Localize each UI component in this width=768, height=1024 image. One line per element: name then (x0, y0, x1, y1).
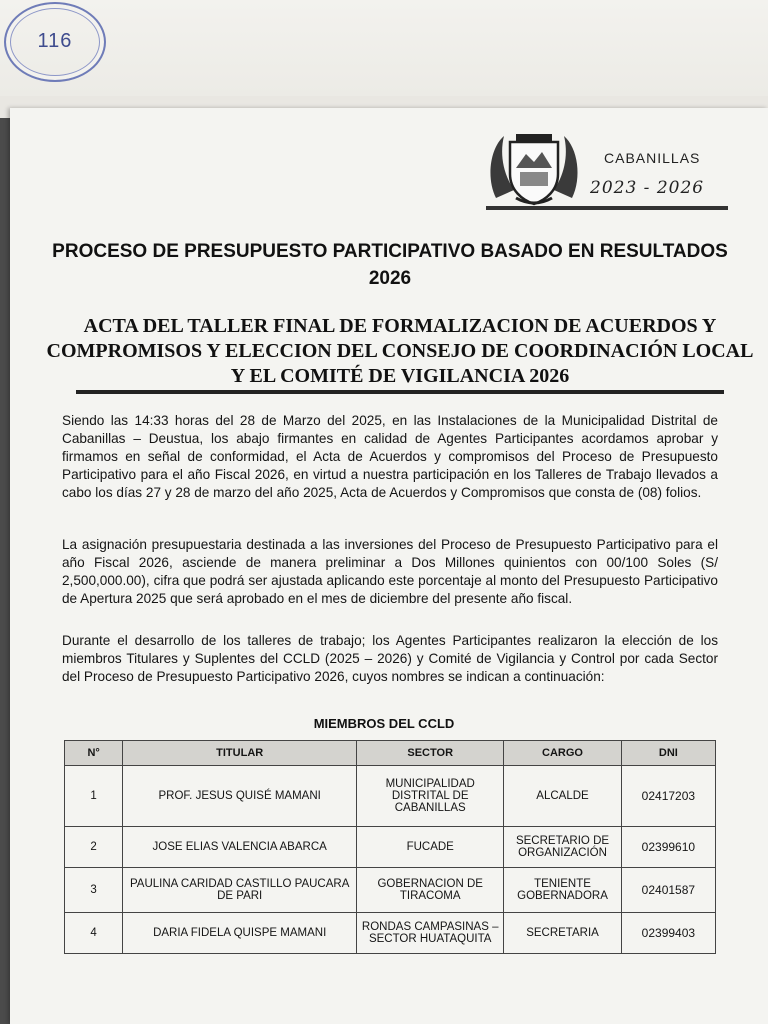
titular-name: DARIA FIDELA QUISPE MAMANI (123, 913, 357, 954)
sector-name: RONDAS CAMPASINAS – SECTOR HUATAQUITA (357, 913, 504, 954)
municipal-coat-of-arms-icon (486, 128, 582, 208)
folio-number: 116 (37, 30, 73, 52)
cargo-name: ALCALDE (504, 766, 621, 827)
header-number: N° (65, 741, 123, 766)
sector-name: GOBERNACION DE TIRACOMA (357, 868, 504, 913)
titular-name: PROF. JESUS QUISÉ MAMANI (123, 766, 357, 827)
titular-name: JOSE ELIAS VALENCIA ABARCA (123, 827, 357, 868)
administration-period: 2023 - 2026 (590, 178, 705, 198)
dni-value: 02417203 (621, 766, 715, 827)
row-number: 2 (65, 827, 123, 868)
institutional-stamp-icon (4, 2, 106, 82)
table-header-row (65, 741, 716, 766)
row-number: 1 (65, 766, 123, 827)
row-number: 3 (65, 868, 123, 913)
titular-name: PAULINA CARIDAD CASTILLO PAUCARA DE PARI (123, 868, 357, 913)
binder-edge (0, 118, 10, 1024)
process-title: PROCESO DE PRESUPUESTO PARTICIPATIVO BASADO EN RESULTADOS 2026 (52, 241, 728, 289)
header-sector: SECTOR (357, 741, 504, 766)
dni-value: 02399403 (621, 913, 715, 954)
header-titular: TITULAR (123, 741, 357, 766)
table-row (65, 827, 716, 868)
header-dni: DNI (621, 741, 715, 766)
act-title: ACTA DEL TALLER FINAL DE FORMALIZACION DE ACUERDOS Y COMPROMISOS Y ELECCION DEL CONSEJO DE COORDINACIÓN LOCAL Y EL COMITÉ DE VIGILANCIA 2026 (46, 315, 754, 387)
dni-value: 02401587 (621, 868, 715, 913)
dni-value: 02399610 (621, 827, 715, 868)
paragraph-budget: La asignación presupuestaria destinada a las inversiones del Proceso de Presupuesto Participativo para el año Fiscal 2026, asciende de manera preliminar a Dos Millones quinientos con 00/100 Soles (S/ 2,500,000.00), cifra que podrá ser ajustada aplicando este porcentaje al monto del Presupuesto Participativo de Apertura 2025 que será aprobado en el mes de diciembre del presente año fiscal. (62, 537, 718, 606)
members-table-title: MIEMBROS DEL CCLD (313, 716, 455, 731)
sector-name: FUCADE (357, 827, 504, 868)
paragraph-election: Durante el desarrollo de los talleres de trabajo; los Agentes Participantes realizaron la elección de los miembros Titulares y Suplentes del CCLD (2025 – 2026) y Comité de Vigilancia y Control por cada Sector del Proceso de Presupuesto Participativo 2026, cuyos nombres se indican a continuación: (62, 633, 718, 684)
cargo-name: SECRETARIO DE ORGANIZACIÓN (504, 827, 621, 868)
cargo-name: SECRETARIA (504, 913, 621, 954)
previous-page-strip (0, 0, 768, 96)
ccld-members-table (64, 740, 716, 954)
table-row (65, 913, 716, 954)
table-row (65, 766, 716, 827)
header-cargo: CARGO (504, 741, 621, 766)
table-row (65, 868, 716, 913)
municipality-name: CABANILLAS (604, 150, 701, 166)
sector-name: MUNICIPALIDAD DISTRITAL DE CABANILLAS (357, 766, 504, 827)
title-divider (76, 390, 724, 394)
header-divider (486, 206, 728, 210)
paragraph-opening: Siendo las 14:33 horas del 28 de Marzo del 2025, en las Instalaciones de la Municipalidad Distrital de Cabanillas – Deustua, los abajo firmantes en calidad de Agentes Participantes acordamos aprobar y firmamos en señal de conformidad, el Acta de Acuerdos y compromisos del Proceso de Presupuesto Participativo para el año Fiscal 2026, en virtud a nuestra participación en los Talleres de Trabajo llevados a cabo los días 27 y 28 de marzo del año 2025, Acta de Acuerdos y Compromisos que consta de (08) folios. (62, 413, 718, 500)
cargo-name: TENIENTE GOBERNADORA (504, 868, 621, 913)
row-number: 4 (65, 913, 123, 954)
